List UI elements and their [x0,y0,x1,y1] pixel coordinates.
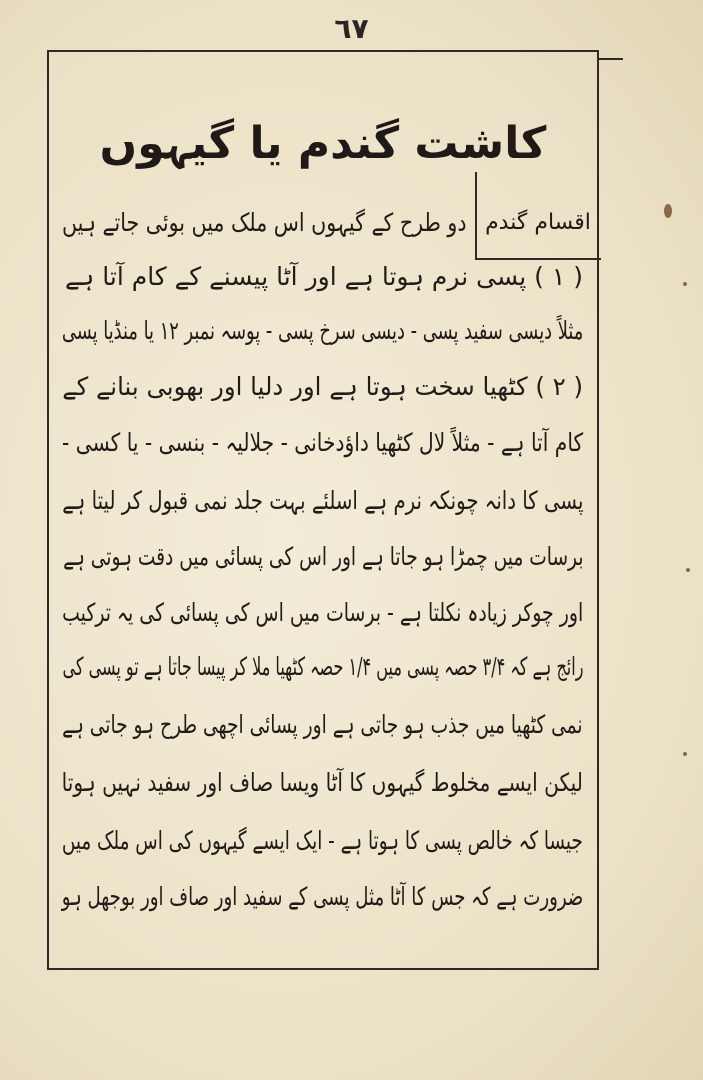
text-line: کام آتا ہے - مثلاً لال کٹھیا داؤدخانی - جلالیہ - بنسی - یا کسی - [61,428,583,457]
text-line: مثلاً دیسی سفید پسی - دیسی سرخ پسی - پوسہ نمبر ۱۲ یا منڈیا پسی [61,316,583,345]
text-line: لیکن ایسے مخلوط گیہوں کا آٹا ویسا صاف اور سفید نہیں ہوتا [61,768,583,797]
paper-speck [683,282,687,286]
text-line: اور چوکر زیادہ نکلتا ہے - برسات میں اس کی پسائی کی یہ ترکیب [61,598,583,627]
text-line: رائج ہے کہ ۳/۴ حصہ پسی میں ۱/۴ حصہ کٹھیا ملا کر پیسا جاتا ہے تو پسی کی [62,652,583,681]
paper-speck [683,752,687,756]
paper-speck [664,204,672,218]
page-title: کاشت گندم یا گیہوں [99,118,547,169]
page-number: ٦٧ [334,12,369,45]
side-heading: اقسام گندم [485,210,591,235]
text-line: ضرورت ہے کہ جس کا آٹا مثل پسی کے سفید اور صاف اور بوجھل ہو [61,882,583,911]
text-line: نمی کٹھیا میں جذب ہو جاتی ہے اور پسائی اچھی طرح ہو جاتی ہے [62,710,583,739]
frame-tick [597,58,623,60]
paper-speck [686,568,690,572]
text-line: پسی کا دانہ چونکہ نرم ہے اسلئے بہت جلد نمی قبول کر لیتا ہے [61,486,583,515]
text-line: جیسا کہ خالص پسی کا ہوتا ہے - ایک ایسے گیہوں کی اس ملک میں [62,826,583,855]
text-line: ( ۲ ) کٹھیا سخت ہوتا ہے اور دلیا اور بھوبی بنانے کے [62,372,583,401]
text-line: برسات میں چمڑا ہو جاتا ہے اور اس کی پسائی میں دقت ہوتی ہے [62,542,583,571]
text-line: ( ۱ ) پسی نرم ہوتا ہے اور آٹا پیسنے کے کام آتا ہے [65,262,583,291]
text-line: دو طرح کے گیہوں اس ملک میں بوئی جاتے ہیں [62,208,467,237]
